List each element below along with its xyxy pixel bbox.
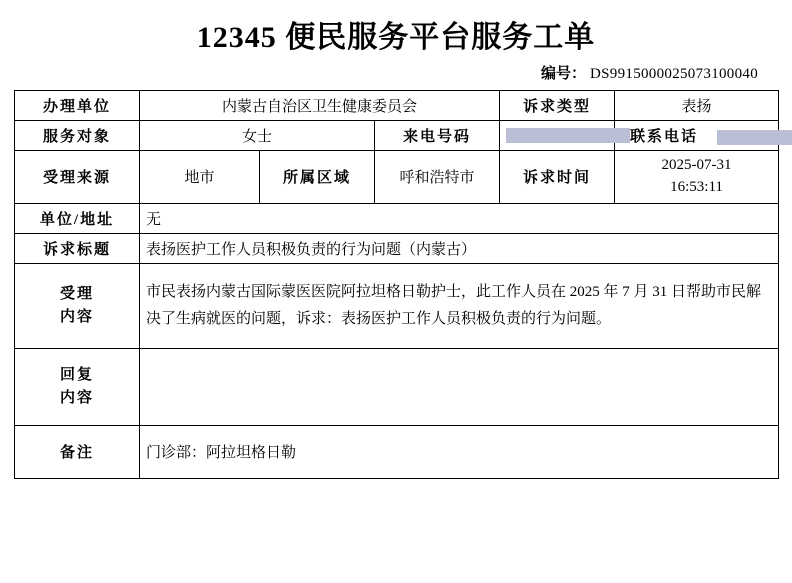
caller-number-label: 来电号码 — [375, 121, 500, 151]
work-order-table — [14, 90, 779, 479]
table-row — [15, 91, 779, 121]
appeal-time-clock: 16:53:11 — [670, 178, 723, 195]
accept-content-label-line2: 内容 — [59, 308, 94, 325]
table-row — [15, 425, 779, 478]
serial-number-value: DS9915000025073100040 — [590, 66, 758, 82]
document-page — [0, 12, 792, 583]
page-title: 12345 便民服务平台服务工单 — [196, 21, 596, 54]
accept-content-label — [15, 263, 140, 348]
table-row — [15, 348, 779, 425]
reply-content-label-line1: 回复 — [59, 367, 94, 383]
redacted-bar — [717, 130, 792, 145]
appeal-time-value — [615, 151, 779, 204]
appeal-time-date: 2025-07-31 — [661, 157, 732, 173]
remark-label: 备注 — [15, 425, 140, 478]
remark-value: 门诊部：阿拉坦格日勒 — [140, 425, 779, 478]
accept-content-label-line1: 受理 — [59, 286, 94, 302]
appeal-title-value: 表扬医护工作人员积极负责的行为问题（内蒙古） — [140, 233, 779, 263]
unit-address-label: 单位/地址 — [15, 203, 140, 233]
reply-content-value — [140, 348, 779, 425]
region-label: 所属区域 — [260, 151, 375, 204]
appeal-type-label: 诉求类型 — [500, 91, 615, 121]
service-target-value: 女士 — [140, 121, 375, 151]
appeal-title-label: 诉求标题 — [15, 233, 140, 263]
region-value: 呼和浩特市 — [375, 151, 500, 204]
unit-address-value: 无 — [140, 203, 779, 233]
reply-content-label-line2: 内容 — [59, 389, 94, 406]
handling-unit-value: 内蒙古自治区卫生健康委员会 — [140, 91, 500, 121]
accept-source-label: 受理来源 — [15, 151, 140, 204]
contact-phone-cell — [615, 121, 779, 151]
caller-number-value — [500, 121, 615, 151]
reply-content-label — [15, 348, 140, 425]
service-target-label: 服务对象 — [15, 121, 140, 151]
serial-number-row — [14, 62, 778, 83]
appeal-time-label: 诉求时间 — [500, 151, 615, 204]
handling-unit-label: 办理单位 — [15, 91, 140, 121]
table-row — [15, 263, 779, 348]
contact-phone-label: 联系电话 — [630, 129, 699, 145]
table-row — [15, 151, 779, 204]
table-row — [15, 121, 779, 151]
serial-number-label: 编号： — [541, 66, 587, 82]
table-row — [15, 203, 779, 233]
redacted-bar — [506, 128, 630, 143]
accept-content-value: 市民表扬内蒙古国际蒙医医院阿拉坦格日勒护士，此工作人员在 2025 年 7 月 31 日帮助市民解决了生病就医的问题，诉求：表扬医护工作人员积极负责的行为问题。 — [140, 263, 779, 348]
appeal-type-value: 表扬 — [615, 91, 779, 121]
accept-source-value: 地市 — [140, 151, 260, 204]
table-row — [15, 233, 779, 263]
